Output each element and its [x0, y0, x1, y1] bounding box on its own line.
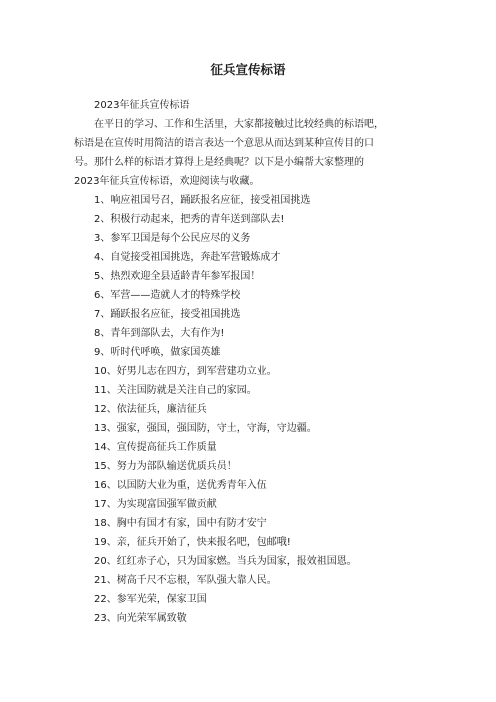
- slogan-item: 15、努力为部队输送优质兵员！: [94, 461, 237, 472]
- slogan-item: 18、胸中有国才有家，国中有防才安宁: [94, 518, 267, 529]
- slogan-item: 11、关注国防就是关注自己的家园。: [94, 385, 257, 396]
- slogan-item: 21、树高千尺不忘根，军队强大靠人民。: [94, 575, 277, 586]
- slogan-item: 1、响应祖国号召，踊跃报名应征，接受祖国挑选: [94, 195, 311, 206]
- intro-line: 在平日的学习、工作和生活里，大家都接触过比较经典的标语吧，: [94, 119, 384, 130]
- slogan-item: 19、亲，征兵开始了，快来报名吧，包邮哦!: [94, 537, 291, 548]
- slogan-item: 8、青年到部队去，大有作为!: [94, 328, 225, 339]
- slogan-item: 14、宣传提高征兵工作质量: [94, 442, 217, 453]
- subheading: 2023年征兵宣传标语: [94, 100, 190, 111]
- page-title: 征兵宣传标语: [210, 62, 286, 77]
- slogan-item: 9、听时代呼唤，做家国英雄: [94, 347, 221, 358]
- intro-line: 2023年征兵宣传标语，欢迎阅读与收藏。: [74, 176, 260, 187]
- slogan-item: 3、参军卫国是每个公民应尽的义务: [94, 233, 251, 244]
- slogan-item: 2、积极行动起来，把秀的青年送到部队去!: [94, 214, 285, 225]
- slogan-item: 12、依法征兵，廉洁征兵: [94, 404, 207, 415]
- slogan-item: 20、红红赤子心，只为国家燃。当兵为国家，报效祖国恩。: [94, 556, 357, 567]
- slogan-item: 7、踊跃报名应征，接受祖国挑选: [94, 309, 241, 320]
- slogan-item: 22、参军光荣，保家卫国: [94, 594, 207, 605]
- slogan-item: 17、为实现富国强军做贡献: [94, 499, 217, 510]
- intro-line: 号。那什么样的标语才算得上是经典呢？以下是小编帮大家整理的: [74, 157, 364, 168]
- intro-paragraph: [74, 115, 430, 191]
- slogan-item: 4、自觉接受祖国挑选，奔赴军营锻炼成才: [94, 252, 281, 263]
- slogan-list: [74, 191, 430, 628]
- intro-line: 标语是在宣传时用简洁的语言表达一个意思从而达到某种宣传目的口: [74, 138, 374, 149]
- slogan-item: 16、以国防大业为重，送优秀青年入伍: [94, 480, 267, 491]
- slogan-item: 5、热烈欢迎全县适龄青年参军报国！: [94, 271, 261, 282]
- slogan-item: 13、强家，强国，强国防，守土，守海，守边疆。: [94, 423, 317, 434]
- slogan-item: 10、好男儿志在四方，到军营建功立业。: [94, 366, 277, 377]
- document-body: [74, 96, 430, 628]
- slogan-item: 6、军营——造就人才的特殊学校: [94, 290, 241, 301]
- slogan-item: 23、向光荣军属致敬: [94, 613, 187, 624]
